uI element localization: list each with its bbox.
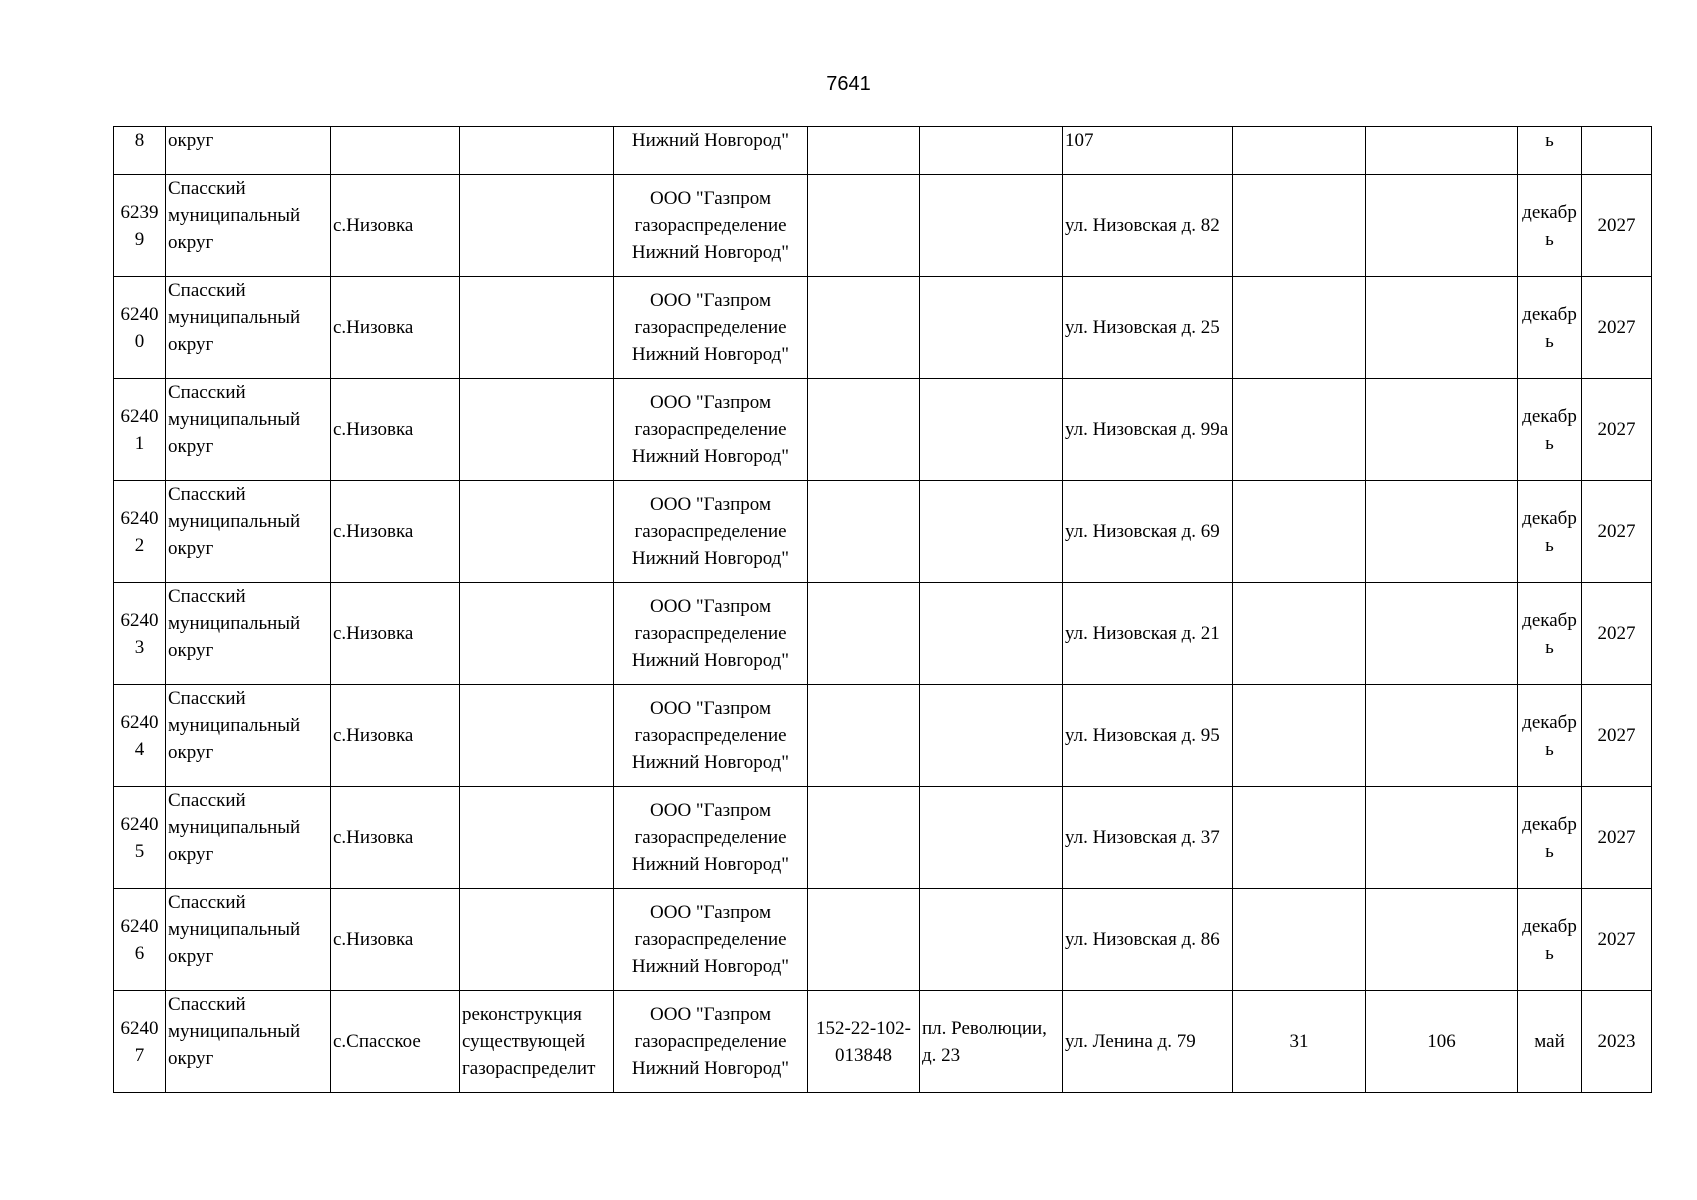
cell-object-code	[808, 481, 920, 583]
cell-year: 2027	[1582, 889, 1652, 991]
table-row	[114, 379, 1652, 481]
cell-number: 6240 3	[114, 583, 166, 685]
cell-work-type	[460, 277, 614, 379]
cell-work-type	[460, 127, 614, 175]
cell-address-to: ул. Низовская д. 95	[1063, 685, 1233, 787]
cell-length	[1233, 889, 1366, 991]
cell-year: 2027	[1582, 481, 1652, 583]
table-row	[114, 277, 1652, 379]
cell-year: 2027	[1582, 583, 1652, 685]
cell-diameter	[1366, 277, 1518, 379]
cell-settlement	[331, 127, 460, 175]
cell-district: Спасский муниципальный округ	[166, 583, 331, 685]
table-row	[114, 127, 1652, 175]
cell-year: 2027	[1582, 685, 1652, 787]
cell-month: декабр ь	[1518, 175, 1582, 277]
cell-organization: ООО "Газпром газораспределение Нижний Новгород"	[614, 583, 808, 685]
cell-year: 2023	[1582, 991, 1652, 1093]
cell-month: декабр ь	[1518, 277, 1582, 379]
table-row	[114, 991, 1652, 1093]
cell-settlement: с.Спасское	[331, 991, 460, 1093]
cell-organization: ООО "Газпром газораспределение Нижний Новгород"	[614, 175, 808, 277]
cell-work-type	[460, 787, 614, 889]
cell-number: 6240 4	[114, 685, 166, 787]
cell-length: 31	[1233, 991, 1366, 1093]
cell-district: Спасский муниципальный округ	[166, 889, 331, 991]
cell-object-code	[808, 379, 920, 481]
cell-address-to: ул. Низовская д. 82	[1063, 175, 1233, 277]
cell-number: 6240 7	[114, 991, 166, 1093]
cell-length	[1233, 379, 1366, 481]
cell-diameter	[1366, 583, 1518, 685]
cell-diameter	[1366, 481, 1518, 583]
cell-district: Спасский муниципальный округ	[166, 991, 331, 1093]
table-row	[114, 583, 1652, 685]
table-row	[114, 685, 1652, 787]
cell-year	[1582, 127, 1652, 175]
cell-organization: ООО "Газпром газораспределение Нижний Новгород"	[614, 787, 808, 889]
cell-organization: ООО "Газпром газораспределение Нижний Новгород"	[614, 481, 808, 583]
cell-district: Спасский муниципальный округ	[166, 277, 331, 379]
cell-object-code	[808, 175, 920, 277]
cell-work-type	[460, 583, 614, 685]
cell-work-type	[460, 889, 614, 991]
cell-address-to: ул. Низовская д. 69	[1063, 481, 1233, 583]
cell-address-to: ул. Низовская д. 86	[1063, 889, 1233, 991]
cell-address-from	[920, 685, 1063, 787]
cell-settlement: с.Низовка	[331, 583, 460, 685]
gas-registry-table	[113, 126, 1652, 1093]
cell-diameter	[1366, 787, 1518, 889]
cell-diameter	[1366, 127, 1518, 175]
cell-year: 2027	[1582, 277, 1652, 379]
cell-work-type	[460, 379, 614, 481]
cell-object-code	[808, 787, 920, 889]
table-body	[114, 127, 1652, 1093]
cell-diameter	[1366, 175, 1518, 277]
cell-month: декабр ь	[1518, 379, 1582, 481]
cell-object-code	[808, 127, 920, 175]
table-row	[114, 175, 1652, 277]
cell-address-from	[920, 787, 1063, 889]
cell-number: 6240 2	[114, 481, 166, 583]
cell-month: декабр ь	[1518, 481, 1582, 583]
cell-address-from	[920, 481, 1063, 583]
cell-length	[1233, 787, 1366, 889]
cell-year: 2027	[1582, 379, 1652, 481]
cell-work-type	[460, 175, 614, 277]
cell-length	[1233, 127, 1366, 175]
cell-address-from	[920, 175, 1063, 277]
cell-number: 6240 6	[114, 889, 166, 991]
table-row	[114, 481, 1652, 583]
cell-month: ь	[1518, 127, 1582, 175]
cell-work-type: реконструкция существующей газораспределит	[460, 991, 614, 1093]
cell-settlement: с.Низовка	[331, 685, 460, 787]
cell-diameter	[1366, 685, 1518, 787]
cell-address-to: 107	[1063, 127, 1233, 175]
cell-month: декабр ь	[1518, 583, 1582, 685]
cell-diameter	[1366, 379, 1518, 481]
cell-settlement: с.Низовка	[331, 175, 460, 277]
cell-address-to: ул. Низовская д. 25	[1063, 277, 1233, 379]
cell-address-to: ул. Ленина д. 79	[1063, 991, 1233, 1093]
cell-diameter: 106	[1366, 991, 1518, 1093]
cell-settlement: с.Низовка	[331, 889, 460, 991]
cell-address-from	[920, 277, 1063, 379]
cell-district: Спасский муниципальный округ	[166, 175, 331, 277]
cell-number: 8	[114, 127, 166, 175]
cell-organization: ООО "Газпром газораспределение Нижний Новгород"	[614, 889, 808, 991]
cell-object-code	[808, 583, 920, 685]
cell-number: 6239 9	[114, 175, 166, 277]
cell-diameter	[1366, 889, 1518, 991]
cell-organization: ООО "Газпром газораспределение Нижний Новгород"	[614, 685, 808, 787]
cell-object-code: 152-22-102-013848	[808, 991, 920, 1093]
cell-month: декабр ь	[1518, 889, 1582, 991]
cell-organization: ООО "Газпром газораспределение Нижний Новгород"	[614, 379, 808, 481]
page-number: 7641	[826, 73, 871, 95]
cell-district: Спасский муниципальный округ	[166, 379, 331, 481]
cell-number: 6240 1	[114, 379, 166, 481]
cell-address-from	[920, 379, 1063, 481]
table-row	[114, 787, 1652, 889]
cell-year: 2027	[1582, 787, 1652, 889]
cell-address-to: ул. Низовская д. 37	[1063, 787, 1233, 889]
cell-address-from	[920, 583, 1063, 685]
cell-month: май	[1518, 991, 1582, 1093]
cell-address-to: ул. Низовская д. 99а	[1063, 379, 1233, 481]
cell-settlement: с.Низовка	[331, 787, 460, 889]
cell-length	[1233, 277, 1366, 379]
cell-length	[1233, 481, 1366, 583]
cell-length	[1233, 583, 1366, 685]
cell-month: декабр ь	[1518, 685, 1582, 787]
cell-address-from	[920, 889, 1063, 991]
cell-district: округ	[166, 127, 331, 175]
cell-object-code	[808, 685, 920, 787]
cell-address-to: ул. Низовская д. 21	[1063, 583, 1233, 685]
cell-length	[1233, 685, 1366, 787]
cell-object-code	[808, 889, 920, 991]
cell-district: Спасский муниципальный округ	[166, 787, 331, 889]
cell-work-type	[460, 481, 614, 583]
cell-object-code	[808, 277, 920, 379]
cell-number: 6240 0	[114, 277, 166, 379]
cell-organization: Нижний Новгород"	[614, 127, 808, 175]
cell-organization: ООО "Газпром газораспределение Нижний Новгород"	[614, 277, 808, 379]
cell-month: декабр ь	[1518, 787, 1582, 889]
cell-length	[1233, 175, 1366, 277]
cell-address-from	[920, 127, 1063, 175]
cell-work-type	[460, 685, 614, 787]
cell-year: 2027	[1582, 175, 1652, 277]
table-row	[114, 889, 1652, 991]
cell-number: 6240 5	[114, 787, 166, 889]
cell-address-from: пл. Революции, д. 23	[920, 991, 1063, 1093]
cell-organization: ООО "Газпром газораспределение Нижний Новгород"	[614, 991, 808, 1093]
cell-settlement: с.Низовка	[331, 481, 460, 583]
cell-settlement: с.Низовка	[331, 379, 460, 481]
cell-district: Спасский муниципальный округ	[166, 481, 331, 583]
cell-district: Спасский муниципальный округ	[166, 685, 331, 787]
cell-settlement: с.Низовка	[331, 277, 460, 379]
